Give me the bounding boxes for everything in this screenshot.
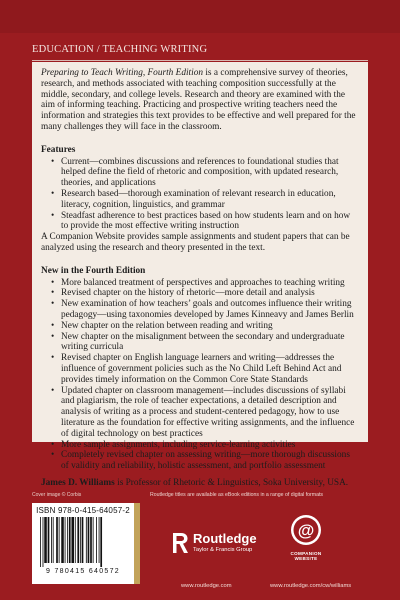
publisher-url[interactable]: www.routledge.com: [181, 583, 232, 589]
author-name: James D. Williams: [41, 477, 115, 488]
new-edition-list: [41, 278, 359, 472]
isbn-sideband: [134, 503, 140, 584]
routledge-r-icon: [171, 532, 189, 554]
companion-website-note: A Companion Website provides sample assignments and student papers that can be analyzed using the research and theory presented in the text.: [41, 232, 350, 253]
list-item: • More balanced treatment of perspectives and approaches to teaching writing: [61, 278, 359, 289]
list-item: • New examination of how teachers’ goals and outcomes influence their writing pedagogy—using taxonomies developed by James Kinneavy and James Berlin: [61, 299, 359, 321]
list-item: • More sample assignments, including service-learning activities: [61, 440, 359, 451]
author-description: is Professor of Rhetoric & Linguistics, Soka University, USA.: [114, 477, 349, 488]
companion-website-icon: [290, 514, 322, 546]
list-item: • Revised chapter on English language learners and writing—addresses the influence of government policies such as the No Child Left Behind Act and provides timely information on the Common Core State Standards: [61, 353, 359, 385]
book-title: Preparing to Teach Writing, Fourth Edition: [41, 68, 204, 78]
list-item: • New chapter on the relation between reading and writing: [61, 321, 359, 332]
list-item: • Revised chapter on the history of rhetoric—more detail and analysis: [61, 288, 359, 299]
list-item: • Updated chapter on classroom management—includes discussions of syllabi and plagiarism, the role of teacher expectations, a detailed description and analysis of writing as a process and student-centered pedagogy, how to use literature as the foundation for effective writing assignments, and the influence of digital technology on best practices: [61, 386, 359, 440]
features-section: [41, 145, 359, 254]
list-item: • Completely revised chapter on assessing writing—more thorough discussions of validity and reliability, holistic assessment, and portfolio assessment: [61, 450, 359, 472]
companion-badge-line1: COMPANION: [290, 551, 322, 556]
companion-website-badge: [290, 514, 322, 561]
list-item: • New chapter on the misalignment between the secondary and undergraduate writing curricula: [61, 332, 359, 354]
intro-body: is a comprehensive survey of theories, research, and methods associated with teaching composition successfully at the middle, secondary, and college levels. Research and theory are examined with the aim of informing teaching. Practicing and prospective writing teachers need the information and strategies this text provides to be effective and well prepared for the many challenges they will face in the classroom.: [41, 68, 356, 132]
barcode-icon: [38, 517, 128, 567]
new-edition-heading: New in the Fourth Edition: [41, 265, 146, 276]
features-heading: Features: [41, 144, 76, 155]
author-bio: [41, 478, 359, 489]
isbn-digits: 9 780415 640572: [46, 568, 120, 575]
publisher-name: Routledge: [193, 531, 257, 546]
companion-website-url[interactable]: www.routledge.com/cw/williams: [270, 583, 352, 589]
category-rule: [32, 60, 368, 61]
ebook-note: Routledge titles are available as eBook editions in a range of digital formats: [150, 492, 324, 498]
intro-paragraph: [41, 68, 359, 133]
isbn-barcode-box: [32, 503, 134, 584]
publisher-logo: [171, 531, 271, 561]
features-list: [41, 157, 359, 233]
list-item: • Research based—thorough examination of relevant research in education, literacy, cognition, linguistics, and grammar: [61, 189, 359, 211]
publisher-group: Taylor & Francis Group: [193, 547, 253, 553]
list-item: • Steadfast adherence to best practices based on how students learn and on how to provide the most effective writing instruction: [61, 211, 359, 233]
top-band: [0, 0, 400, 33]
list-item: • Current—combines discussions and references to foundational studies that helped define the field of rhetoric and composition, with updated research, theories, and applications: [61, 157, 359, 189]
description-panel: [32, 62, 368, 488]
new-edition-section: [41, 266, 359, 472]
category-label: EDUCATION / TEACHING WRITING: [32, 44, 208, 55]
cover-image-credit: Cover image © Corbis: [32, 492, 82, 498]
isbn-label: ISBN 978-0-415-64057-2: [36, 506, 130, 515]
svg-text:@: @: [297, 521, 315, 540]
companion-badge-line2: WEBSITE: [294, 556, 318, 561]
